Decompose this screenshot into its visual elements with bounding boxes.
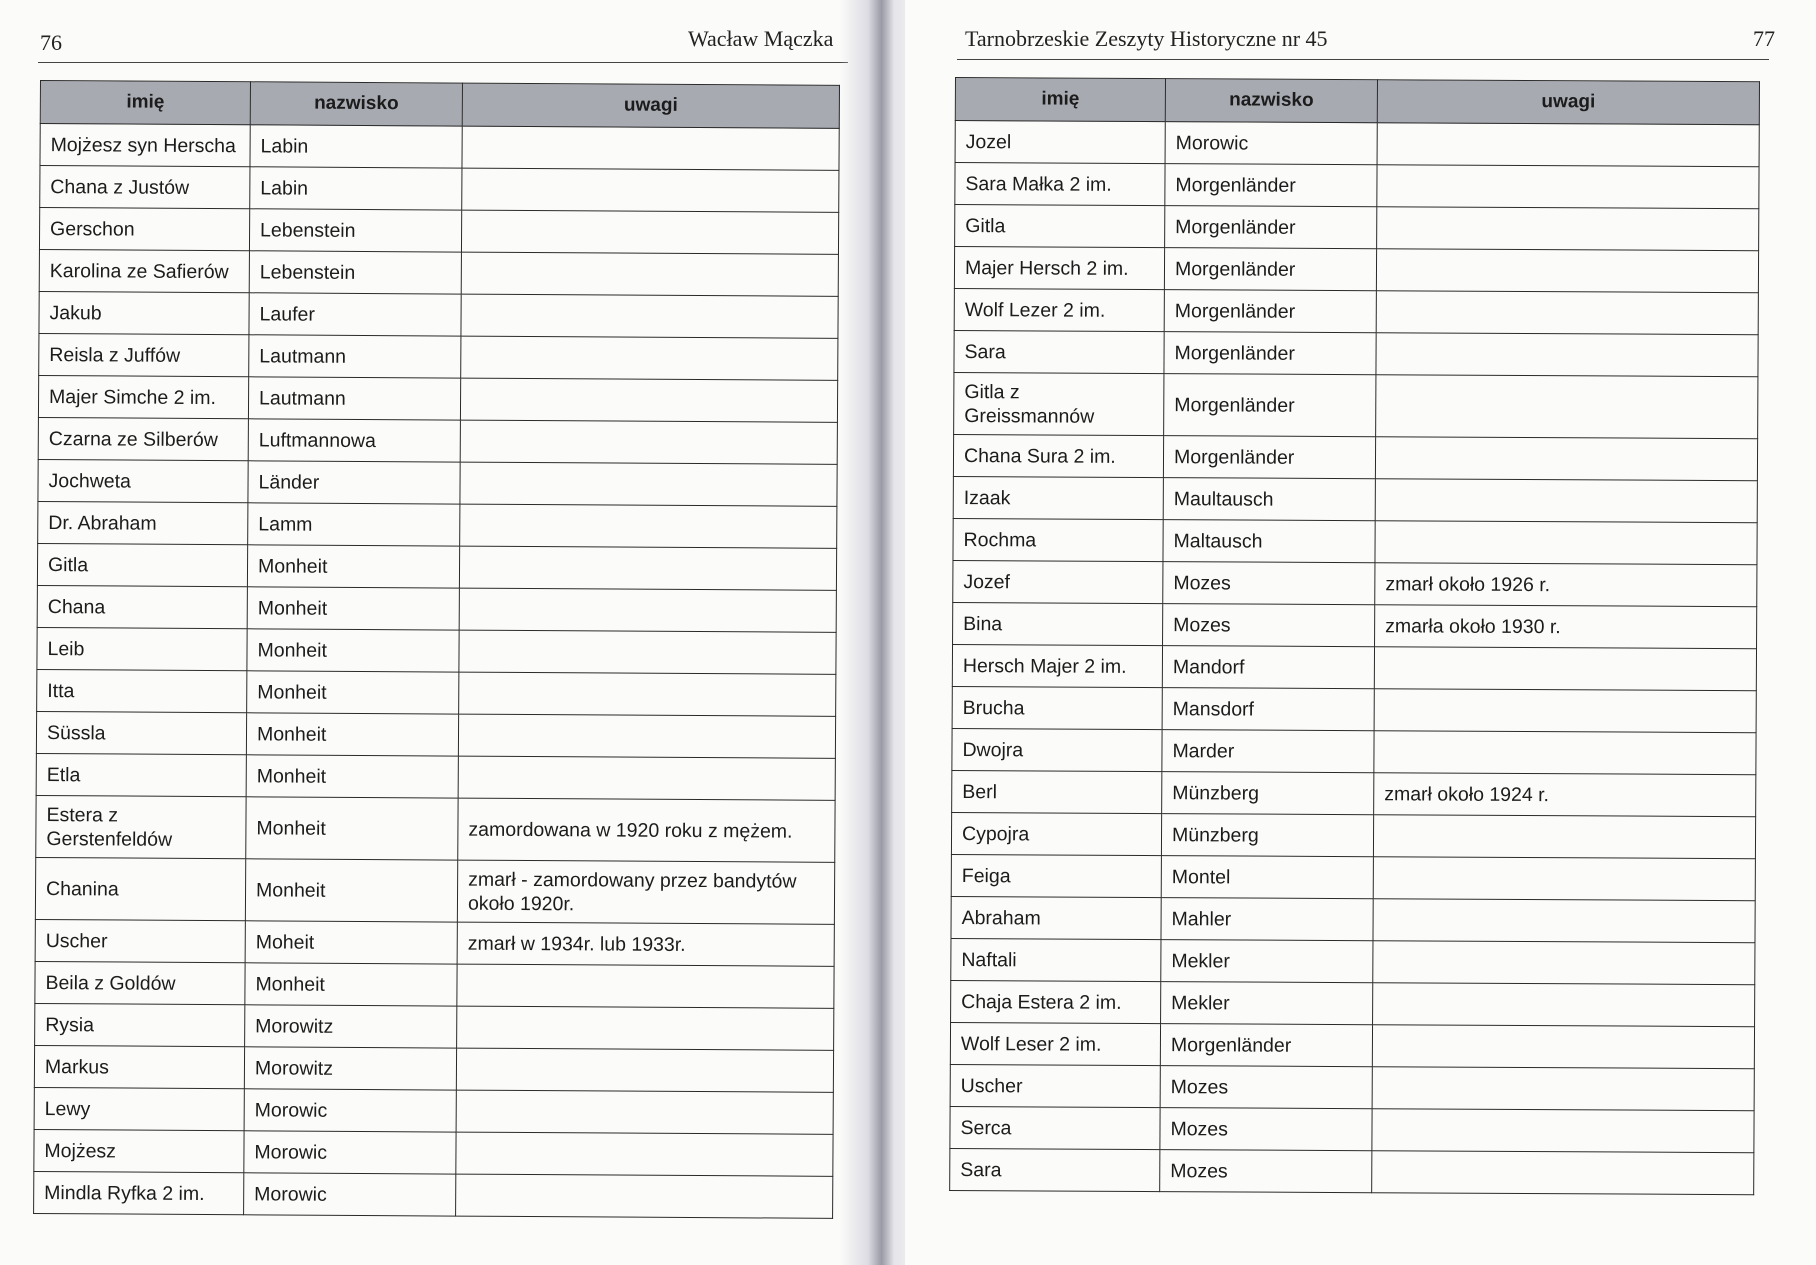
- cell-uwagi: [1372, 1025, 1754, 1069]
- table-row: [953, 560, 1757, 606]
- cell-uwagi: [458, 756, 835, 800]
- table-row: [34, 1087, 833, 1134]
- cell-nazwisko: Monheit: [246, 755, 458, 798]
- cell-imie: Estera z Gerstenfeldów: [36, 795, 246, 858]
- cell-nazwisko: Mozes: [1160, 1150, 1372, 1193]
- table-row: [37, 669, 836, 716]
- cell-uwagi: [461, 210, 838, 254]
- cell-imie: Karolina ze Safierów: [39, 249, 249, 292]
- table-row: [39, 291, 838, 338]
- cell-uwagi: zamordowana w 1920 roku z mężem.: [458, 798, 835, 862]
- cell-uwagi: [456, 1090, 833, 1134]
- table-row: [952, 644, 1756, 690]
- cell-nazwisko: Mozes: [1160, 1066, 1372, 1109]
- cell-nazwisko: Morgenländer: [1165, 206, 1377, 249]
- column-header-nazwisko: nazwisko: [250, 82, 462, 126]
- cell-nazwisko: Marder: [1162, 730, 1374, 773]
- cell-nazwisko: Mansdorf: [1162, 688, 1374, 731]
- cell-imie: Chaja Estera 2 im.: [951, 980, 1161, 1023]
- table-row: [39, 208, 838, 255]
- cell-uwagi: [457, 964, 834, 1008]
- cell-uwagi: [1373, 815, 1755, 859]
- cell-imie: Brucha: [952, 686, 1162, 729]
- column-header-nazwisko: nazwisko: [1165, 79, 1377, 123]
- cell-uwagi: [456, 1048, 833, 1092]
- cell-uwagi: [1372, 1067, 1754, 1111]
- running-head: Tarnobrzeskie Zeszyty Historyczne nr 45: [965, 26, 1328, 51]
- cell-nazwisko: Mahler: [1161, 898, 1373, 941]
- cell-imie: Abraham: [951, 896, 1161, 939]
- cell-nazwisko: Länder: [248, 461, 460, 504]
- cell-nazwisko: Lebenstein: [249, 209, 461, 252]
- cell-imie: Izaak: [953, 476, 1163, 519]
- table-row: [37, 585, 836, 632]
- cell-uwagi: [1373, 983, 1755, 1027]
- cell-imie: Rochma: [953, 518, 1163, 561]
- table-row: [38, 375, 837, 422]
- cell-imie: Hersch Majer 2 im.: [952, 644, 1162, 687]
- cell-imie: Sara Małka 2 im.: [955, 163, 1165, 206]
- table-row: [952, 728, 1756, 774]
- cell-imie: Wolf Leser 2 im.: [950, 1022, 1160, 1065]
- cell-imie: Etla: [36, 753, 246, 796]
- table-row: [951, 896, 1755, 942]
- cell-uwagi: [1377, 123, 1759, 167]
- table-row: [36, 711, 835, 758]
- cell-nazwisko: Monheit: [247, 587, 459, 630]
- cell-nazwisko: Morgenländer: [1164, 332, 1376, 375]
- cell-imie: Berl: [952, 770, 1162, 813]
- table-body: [950, 121, 1760, 1195]
- cell-imie: Gitla z Greissmannów: [954, 372, 1164, 435]
- cell-imie: Rysia: [35, 1003, 245, 1046]
- table-row: [35, 919, 834, 966]
- cell-imie: Süssla: [36, 711, 246, 754]
- column-header-imie: imię: [40, 81, 250, 125]
- cell-imie: Gitla: [37, 543, 247, 586]
- table-row: [35, 1003, 834, 1050]
- table-row: [36, 795, 835, 862]
- cell-uwagi: [1376, 375, 1758, 439]
- cell-nazwisko: Maultausch: [1163, 478, 1375, 521]
- cell-nazwisko: Morgenländer: [1164, 374, 1376, 437]
- table-row: [37, 543, 836, 590]
- cell-imie: Jozel: [955, 121, 1165, 164]
- cell-nazwisko: Morowic: [244, 1131, 456, 1174]
- cell-uwagi: [1375, 521, 1757, 565]
- table-body: [34, 124, 840, 1219]
- table-row: [39, 249, 838, 296]
- cell-imie: Jozef: [953, 560, 1163, 603]
- cell-imie: Chana Sura 2 im.: [953, 434, 1163, 477]
- table-row: [954, 330, 1758, 376]
- table-row: [955, 121, 1759, 167]
- cell-uwagi: [1375, 479, 1757, 523]
- running-head: Wacław Mączka: [688, 26, 834, 51]
- cell-nazwisko: Mozes: [1160, 1108, 1372, 1151]
- page-number: 77: [1753, 26, 1775, 51]
- table-row: [952, 686, 1756, 732]
- table-row: [951, 980, 1755, 1026]
- table-row: [950, 1106, 1754, 1152]
- table-row: [955, 163, 1759, 209]
- cell-uwagi: [1377, 207, 1759, 251]
- cell-uwagi: [458, 714, 835, 758]
- table-header-row: [40, 81, 839, 129]
- cell-uwagi: [456, 1132, 833, 1176]
- cell-imie: Uscher: [35, 919, 245, 962]
- cell-uwagi: [1372, 1109, 1754, 1153]
- cell-uwagi: [461, 252, 838, 296]
- cell-uwagi: [1376, 333, 1758, 377]
- cell-nazwisko: Lamm: [248, 503, 460, 546]
- cell-imie: Gerschon: [39, 208, 249, 251]
- cell-uwagi: [460, 504, 837, 548]
- cell-uwagi: [461, 336, 838, 380]
- table-header-row: [955, 78, 1759, 125]
- cell-nazwisko: Morowic: [244, 1173, 456, 1216]
- cell-imie: Majer Hersch 2 im.: [954, 247, 1164, 290]
- cell-imie: Bina: [953, 602, 1163, 645]
- table-row: [40, 166, 839, 213]
- cell-imie: Naftali: [951, 938, 1161, 981]
- cell-uwagi: zmarł około 1924 r.: [1374, 773, 1756, 817]
- cell-uwagi: [457, 1006, 834, 1050]
- cell-imie: Chana z Justów: [40, 166, 250, 209]
- cell-imie: Gitla: [955, 205, 1165, 248]
- cell-uwagi: [460, 462, 837, 506]
- table-row: [38, 417, 837, 464]
- table-row: [953, 476, 1757, 522]
- cell-imie: Jochweta: [38, 459, 248, 502]
- cell-nazwisko: Morgenländer: [1164, 248, 1376, 291]
- cell-nazwisko: Mekler: [1161, 940, 1373, 983]
- table-row: [950, 1022, 1754, 1068]
- cell-imie: Lewy: [34, 1087, 244, 1130]
- names-table: [33, 80, 840, 1219]
- cell-nazwisko: Morowitz: [244, 1047, 456, 1090]
- cell-uwagi: [461, 294, 838, 338]
- table-row: [953, 518, 1757, 564]
- cell-uwagi: [1373, 899, 1755, 943]
- cell-nazwisko: Monheit: [247, 629, 459, 672]
- table-row: [34, 1045, 833, 1092]
- cell-uwagi: [1376, 291, 1758, 335]
- cell-nazwisko: Morgenländer: [1160, 1024, 1372, 1067]
- cell-nazwisko: Monheit: [247, 671, 459, 714]
- table-row: [36, 753, 835, 800]
- cell-uwagi: [462, 126, 839, 170]
- cell-uwagi: zmarł około 1926 r.: [1375, 563, 1757, 607]
- cell-nazwisko: Morowic: [244, 1089, 456, 1132]
- cell-nazwisko: Labin: [250, 167, 462, 210]
- cell-nazwisko: Morowitz: [245, 1005, 457, 1048]
- cell-imie: Wolf Lezer 2 im.: [954, 288, 1164, 331]
- cell-nazwisko: Luftmannowa: [248, 419, 460, 462]
- table-row: [954, 247, 1758, 293]
- cell-imie: Mojżesz: [34, 1129, 244, 1172]
- cell-nazwisko: Mandorf: [1162, 646, 1374, 689]
- table-row: [39, 333, 838, 380]
- table-row: [951, 812, 1755, 858]
- column-header-uwagi: uwagi: [1377, 80, 1759, 125]
- cell-uwagi: [1373, 857, 1755, 901]
- cell-uwagi: [1373, 941, 1755, 985]
- cell-nazwisko: Mekler: [1161, 982, 1373, 1025]
- cell-uwagi: [459, 672, 836, 716]
- cell-uwagi: [459, 588, 836, 632]
- table-row: [950, 1064, 1754, 1110]
- cell-nazwisko: Morgenländer: [1165, 164, 1377, 207]
- cell-uwagi: [1376, 249, 1758, 293]
- table-row: [953, 602, 1757, 648]
- cell-nazwisko: Lautmann: [249, 335, 461, 378]
- cell-imie: Majer Simche 2 im.: [38, 375, 248, 418]
- cell-nazwisko: Morgenländer: [1164, 290, 1376, 333]
- cell-imie: Dwojra: [952, 728, 1162, 771]
- table-row: [35, 857, 834, 924]
- cell-uwagi: zmarła około 1930 r.: [1375, 605, 1757, 649]
- column-header-imie: imię: [955, 78, 1165, 122]
- cell-imie: Chanina: [35, 857, 245, 920]
- page-number: 76: [40, 30, 62, 55]
- cell-nazwisko: Monheit: [245, 963, 457, 1006]
- cell-imie: Beila z Goldów: [35, 961, 245, 1004]
- cell-uwagi: [1372, 1151, 1754, 1195]
- cell-uwagi: [1375, 437, 1757, 481]
- cell-imie: Leib: [37, 627, 247, 670]
- cell-imie: Cypojra: [951, 812, 1161, 855]
- cell-uwagi: [456, 1174, 833, 1218]
- cell-nazwisko: Monheit: [246, 797, 458, 860]
- cell-nazwisko: Lautmann: [248, 377, 460, 420]
- cell-imie: Jakub: [39, 291, 249, 334]
- cell-imie: Markus: [34, 1045, 244, 1088]
- cell-nazwisko: Morowic: [1165, 122, 1377, 165]
- cell-nazwisko: Lebenstein: [249, 251, 461, 294]
- cell-imie: Mojżesz syn Herscha: [40, 124, 250, 167]
- header-rule: [957, 59, 1769, 60]
- names-table: [949, 77, 1760, 1195]
- table-row: [38, 459, 837, 506]
- cell-imie: Dr. Abraham: [38, 501, 248, 544]
- cell-uwagi: [459, 546, 836, 590]
- cell-uwagi: zmarł w 1934r. lub 1933r.: [457, 922, 834, 966]
- cell-uwagi: [460, 378, 837, 422]
- table-row: [951, 854, 1755, 900]
- cell-uwagi: [1374, 647, 1756, 691]
- cell-imie: Serca: [950, 1106, 1160, 1149]
- cell-nazwisko: Maltausch: [1163, 520, 1375, 563]
- table-row: [34, 1129, 833, 1176]
- cell-imie: Chana: [37, 585, 247, 628]
- cell-uwagi: [460, 420, 837, 464]
- cell-nazwisko: Münzberg: [1162, 772, 1374, 815]
- cell-imie: Sara: [954, 330, 1164, 373]
- right-page-header: [905, 18, 1816, 58]
- table-row: [37, 627, 836, 674]
- cell-nazwisko: Monheit: [247, 545, 459, 588]
- cell-imie: Reisla z Juffów: [39, 333, 249, 376]
- cell-nazwisko: Moheit: [245, 921, 457, 964]
- cell-uwagi: [1374, 731, 1756, 775]
- cell-nazwisko: Labin: [250, 125, 462, 168]
- table-row: [951, 938, 1755, 984]
- table-row: [40, 124, 839, 171]
- cell-imie: Itta: [37, 669, 247, 712]
- cell-uwagi: [1374, 689, 1756, 733]
- header-rule: [38, 62, 848, 63]
- cell-uwagi: zmarł - zamordowany przez bandytów około 1920r.: [457, 860, 834, 924]
- cell-nazwisko: Montel: [1161, 856, 1373, 899]
- cell-nazwisko: Laufer: [249, 293, 461, 336]
- cell-imie: Mindla Ryfka 2 im.: [34, 1171, 244, 1214]
- cell-nazwisko: Monheit: [246, 713, 458, 756]
- table-row: [35, 961, 834, 1008]
- table-row: [954, 372, 1758, 438]
- cell-nazwisko: Mozes: [1163, 604, 1375, 647]
- cell-uwagi: [462, 168, 839, 212]
- table-row: [952, 770, 1756, 816]
- cell-imie: Uscher: [950, 1064, 1160, 1107]
- cell-imie: Czarna ze Silberów: [38, 417, 248, 460]
- cell-nazwisko: Münzberg: [1161, 814, 1373, 857]
- table-row: [953, 434, 1757, 480]
- left-page-header: [0, 18, 880, 58]
- table-row: [954, 288, 1758, 334]
- cell-uwagi: [1377, 165, 1759, 209]
- table-row: [38, 501, 837, 548]
- cell-nazwisko: Mozes: [1163, 562, 1375, 605]
- cell-nazwisko: Morgenländer: [1163, 436, 1375, 479]
- table-row: [34, 1171, 833, 1218]
- left-page: [0, 0, 880, 1265]
- cell-imie: Feiga: [951, 854, 1161, 897]
- table-row: [950, 1148, 1754, 1194]
- cell-imie: Sara: [950, 1148, 1160, 1191]
- table-row: [955, 205, 1759, 251]
- cell-uwagi: [459, 630, 836, 674]
- column-header-uwagi: uwagi: [462, 83, 839, 128]
- cell-nazwisko: Monheit: [245, 859, 457, 922]
